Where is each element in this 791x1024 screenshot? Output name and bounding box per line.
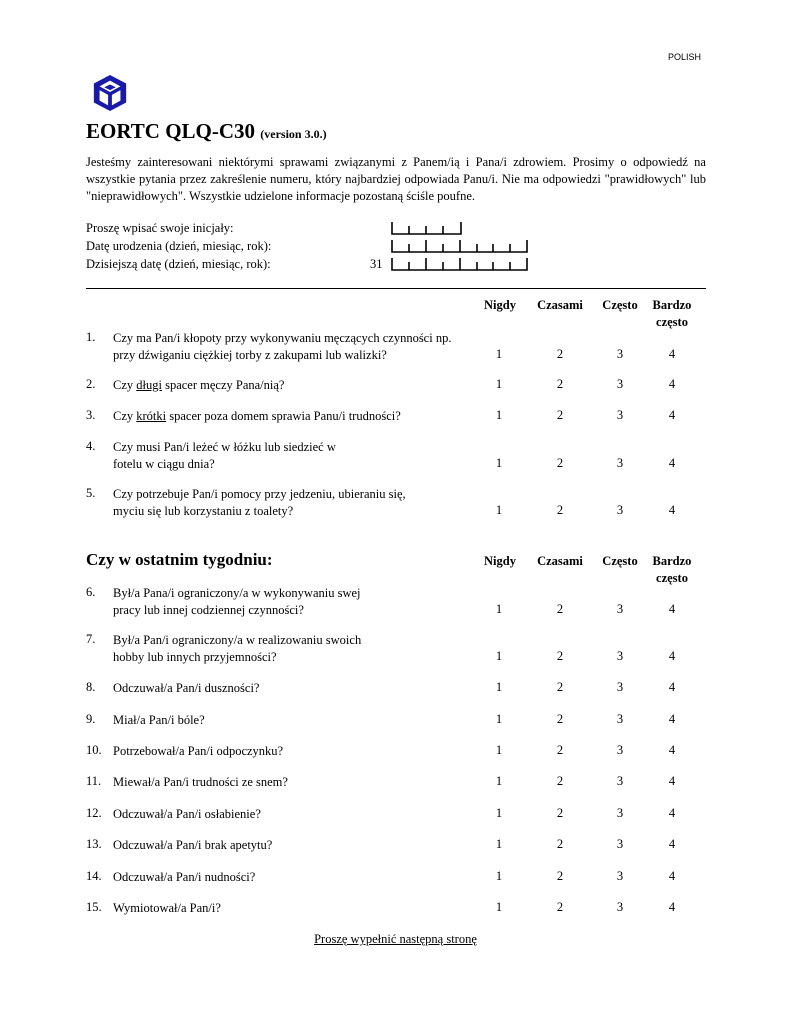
question-text (113, 632, 493, 666)
question-number: 9. (86, 712, 96, 726)
today-date-input[interactable] (391, 258, 529, 271)
answer-option-2[interactable]: 2 (556, 408, 564, 422)
initials-input[interactable] (391, 222, 463, 235)
answer-option-1[interactable]: 1 (495, 503, 503, 517)
answer-option-2[interactable]: 2 (556, 649, 564, 663)
answer-option-2[interactable]: 2 (556, 743, 564, 757)
question-line: myciu się lub korzystaniu z toalety? (113, 504, 294, 518)
answer-option-1[interactable]: 1 (495, 743, 503, 757)
answer-option-1[interactable]: 1 (495, 456, 503, 470)
answer-option-3[interactable]: 3 (616, 347, 624, 361)
answer-option-2[interactable]: 2 (556, 503, 564, 517)
question-number: 4. (86, 439, 96, 453)
question-text (113, 439, 493, 473)
question-number: 15. (86, 900, 102, 914)
answer-option-1[interactable]: 1 (495, 602, 503, 616)
question-line: Był/a Pan/i ograniczony/a w realizowaniu swoich (113, 633, 362, 647)
answer-option-3[interactable]: 3 (616, 602, 624, 616)
answer-option-4[interactable]: 4 (668, 869, 676, 883)
answer-option-1[interactable]: 1 (495, 806, 503, 820)
col-header-never: Nigdy (484, 554, 516, 568)
answer-option-1[interactable]: 1 (495, 712, 503, 726)
question-number: 13. (86, 837, 102, 851)
answer-option-3[interactable]: 3 (616, 456, 624, 470)
version-text: (version 3.0.) (260, 127, 327, 141)
answer-option-4[interactable]: 4 (668, 900, 676, 914)
answer-option-1[interactable]: 1 (495, 869, 503, 883)
question-text-pre: Czy (113, 409, 137, 423)
answer-option-2[interactable]: 2 (556, 869, 564, 883)
answer-option-2[interactable]: 2 (556, 377, 564, 391)
question-number: 6. (86, 585, 96, 599)
question-line: Czy potrzebuje Pan/i pomocy przy jedzeniu, ubieraniu się, (113, 487, 406, 501)
question-line: Był/a Pana/i ograniczony/a w wykonywaniu swej (113, 586, 361, 600)
question-text (113, 585, 493, 619)
answer-option-3[interactable]: 3 (616, 649, 624, 663)
col-header-sometimes: Czasami (537, 298, 583, 312)
col-header-very-2: często (656, 571, 688, 585)
answer-option-4[interactable]: 4 (668, 774, 676, 788)
answer-option-4[interactable]: 4 (668, 377, 676, 391)
answer-option-2[interactable]: 2 (556, 806, 564, 820)
answer-option-1[interactable]: 1 (495, 900, 503, 914)
answer-option-3[interactable]: 3 (616, 743, 624, 757)
answer-option-2[interactable]: 2 (556, 680, 564, 694)
question-text: Miał/a Pan/i bóle? (113, 713, 205, 727)
question-number: 7. (86, 632, 96, 646)
question-line: fotelu w ciągu dnia? (113, 457, 215, 471)
answer-option-4[interactable]: 4 (668, 837, 676, 851)
answer-option-4[interactable]: 4 (668, 456, 676, 470)
question-text: Odczuwał/a Pan/i brak apetytu? (113, 838, 273, 852)
question-text (113, 408, 473, 425)
question-line: Czy ma Pan/i kłopoty przy wykonywaniu męczących czynności np. (113, 331, 452, 345)
question-text (113, 486, 493, 520)
col-header-often: Często (602, 298, 638, 312)
answer-option-1[interactable]: 1 (495, 837, 503, 851)
question-text: Wymiotował/a Pan/i? (113, 901, 221, 915)
answer-option-3[interactable]: 3 (616, 774, 624, 788)
answer-option-2[interactable]: 2 (556, 774, 564, 788)
answer-option-4[interactable]: 4 (668, 347, 676, 361)
col-header-very: Bardzo (652, 554, 692, 568)
question-number: 2. (86, 377, 96, 391)
answer-option-3[interactable]: 3 (616, 408, 624, 422)
answer-option-3[interactable]: 3 (616, 712, 624, 726)
question-line: Czy musi Pan/i leżeć w łóżku lub siedzieć w (113, 440, 336, 454)
answer-option-1[interactable]: 1 (495, 774, 503, 788)
col-header-never: Nigdy (484, 298, 516, 312)
divider (86, 288, 706, 289)
answer-option-4[interactable]: 4 (668, 602, 676, 616)
col-header-sometimes: Czasami (537, 554, 583, 568)
question-text: Odczuwał/a Pan/i duszności? (113, 681, 260, 695)
answer-option-1[interactable]: 1 (495, 347, 503, 361)
question-text: Potrzebował/a Pan/i odpoczynku? (113, 744, 284, 758)
answer-option-3[interactable]: 3 (616, 806, 624, 820)
col-header-often: Często (602, 554, 638, 568)
answer-option-4[interactable]: 4 (668, 649, 676, 663)
question-number: 5. (86, 486, 96, 500)
language-label: POLISH (668, 52, 702, 62)
answer-option-2[interactable]: 2 (556, 900, 564, 914)
answer-option-2[interactable]: 2 (556, 456, 564, 470)
title-text: EORTC QLQ-C30 (86, 119, 256, 143)
answer-option-4[interactable]: 4 (668, 680, 676, 694)
question-line: przy dźwiganiu ciężkiej torby z zakupami lub walizki? (113, 348, 387, 362)
answer-option-1[interactable]: 1 (495, 680, 503, 694)
birth-date-input[interactable] (391, 240, 529, 253)
question-text-emphasis: długi (136, 378, 162, 392)
question-line: hobby lub innych przyjemności? (113, 650, 277, 664)
answer-option-1[interactable]: 1 (495, 408, 503, 422)
question-text (113, 377, 493, 394)
question-number: 14. (86, 869, 102, 883)
page-title (86, 119, 327, 144)
answer-option-3[interactable]: 3 (616, 837, 624, 851)
today-date-prefix: 31 (370, 257, 383, 271)
question-number: 8. (86, 680, 96, 694)
answer-option-4[interactable]: 4 (668, 743, 676, 757)
today-date-label: Dzisiejszą datę (dzień, miesiąc, rok): (86, 257, 271, 271)
answer-option-2[interactable]: 2 (556, 712, 564, 726)
answer-option-4[interactable]: 4 (668, 806, 676, 820)
initials-label: Proszę wpisać swoje inicjały: (86, 221, 234, 235)
question-line: pracy lub innej codziennej czynności? (113, 603, 304, 617)
question-number: 1. (86, 330, 96, 344)
col-header-very: Bardzo (652, 298, 692, 312)
answer-option-2[interactable]: 2 (556, 837, 564, 851)
question-text-pre: Czy (113, 378, 137, 392)
birth-date-label: Datę urodzenia (dzień, miesiąc, rok): (86, 239, 272, 253)
answer-option-3[interactable]: 3 (616, 377, 624, 391)
answer-option-3[interactable]: 3 (616, 869, 624, 883)
question-number: 10. (86, 743, 102, 757)
answer-option-3[interactable]: 3 (616, 900, 624, 914)
answer-option-4[interactable]: 4 (668, 503, 676, 517)
answer-option-2[interactable]: 2 (556, 347, 564, 361)
col-header-very-2: często (656, 315, 688, 329)
question-number: 12. (86, 806, 102, 820)
question-text: Odczuwał/a Pan/i osłabienie? (113, 807, 261, 821)
eortc-logo-icon (91, 74, 129, 112)
question-text (113, 330, 493, 364)
question-text: Odczuwał/a Pan/i nudności? (113, 870, 256, 884)
next-page-note: Proszę wypełnić następną stronę (314, 932, 477, 946)
answer-option-4[interactable]: 4 (668, 408, 676, 422)
question-text-post: spacer męczy Pana/nią? (161, 378, 285, 392)
question-number: 3. (86, 408, 96, 422)
answer-option-1[interactable]: 1 (495, 377, 503, 391)
section-title: Czy w ostatnim tygodniu: (86, 550, 273, 569)
answer-option-4[interactable]: 4 (668, 712, 676, 726)
answer-option-1[interactable]: 1 (495, 649, 503, 663)
question-text: Miewał/a Pan/i trudności ze snem? (113, 775, 288, 789)
question-text-emphasis: krótki (136, 409, 167, 423)
answer-option-3[interactable]: 3 (616, 503, 624, 517)
answer-option-2[interactable]: 2 (556, 602, 564, 616)
question-number: 11. (86, 774, 102, 788)
question-text-post: spacer poza domem sprawia Panu/i trudności? (166, 409, 401, 423)
intro-paragraph: Jesteśmy zainteresowani niektórymi sprawami związanymi z Panem/ią i Pana/i zdrowiem. Prosimy o odpowiedź na wszystkie pytania przez zakreślenie numeru, który najbardziej odpowiada Panu/i. Nie ma odpowiedzi "prawidłowych" lub "nieprawidłowych". Wszystkie udzielone informacje pozostaną ściśle poufne. (86, 155, 706, 203)
answer-option-3[interactable]: 3 (616, 680, 624, 694)
